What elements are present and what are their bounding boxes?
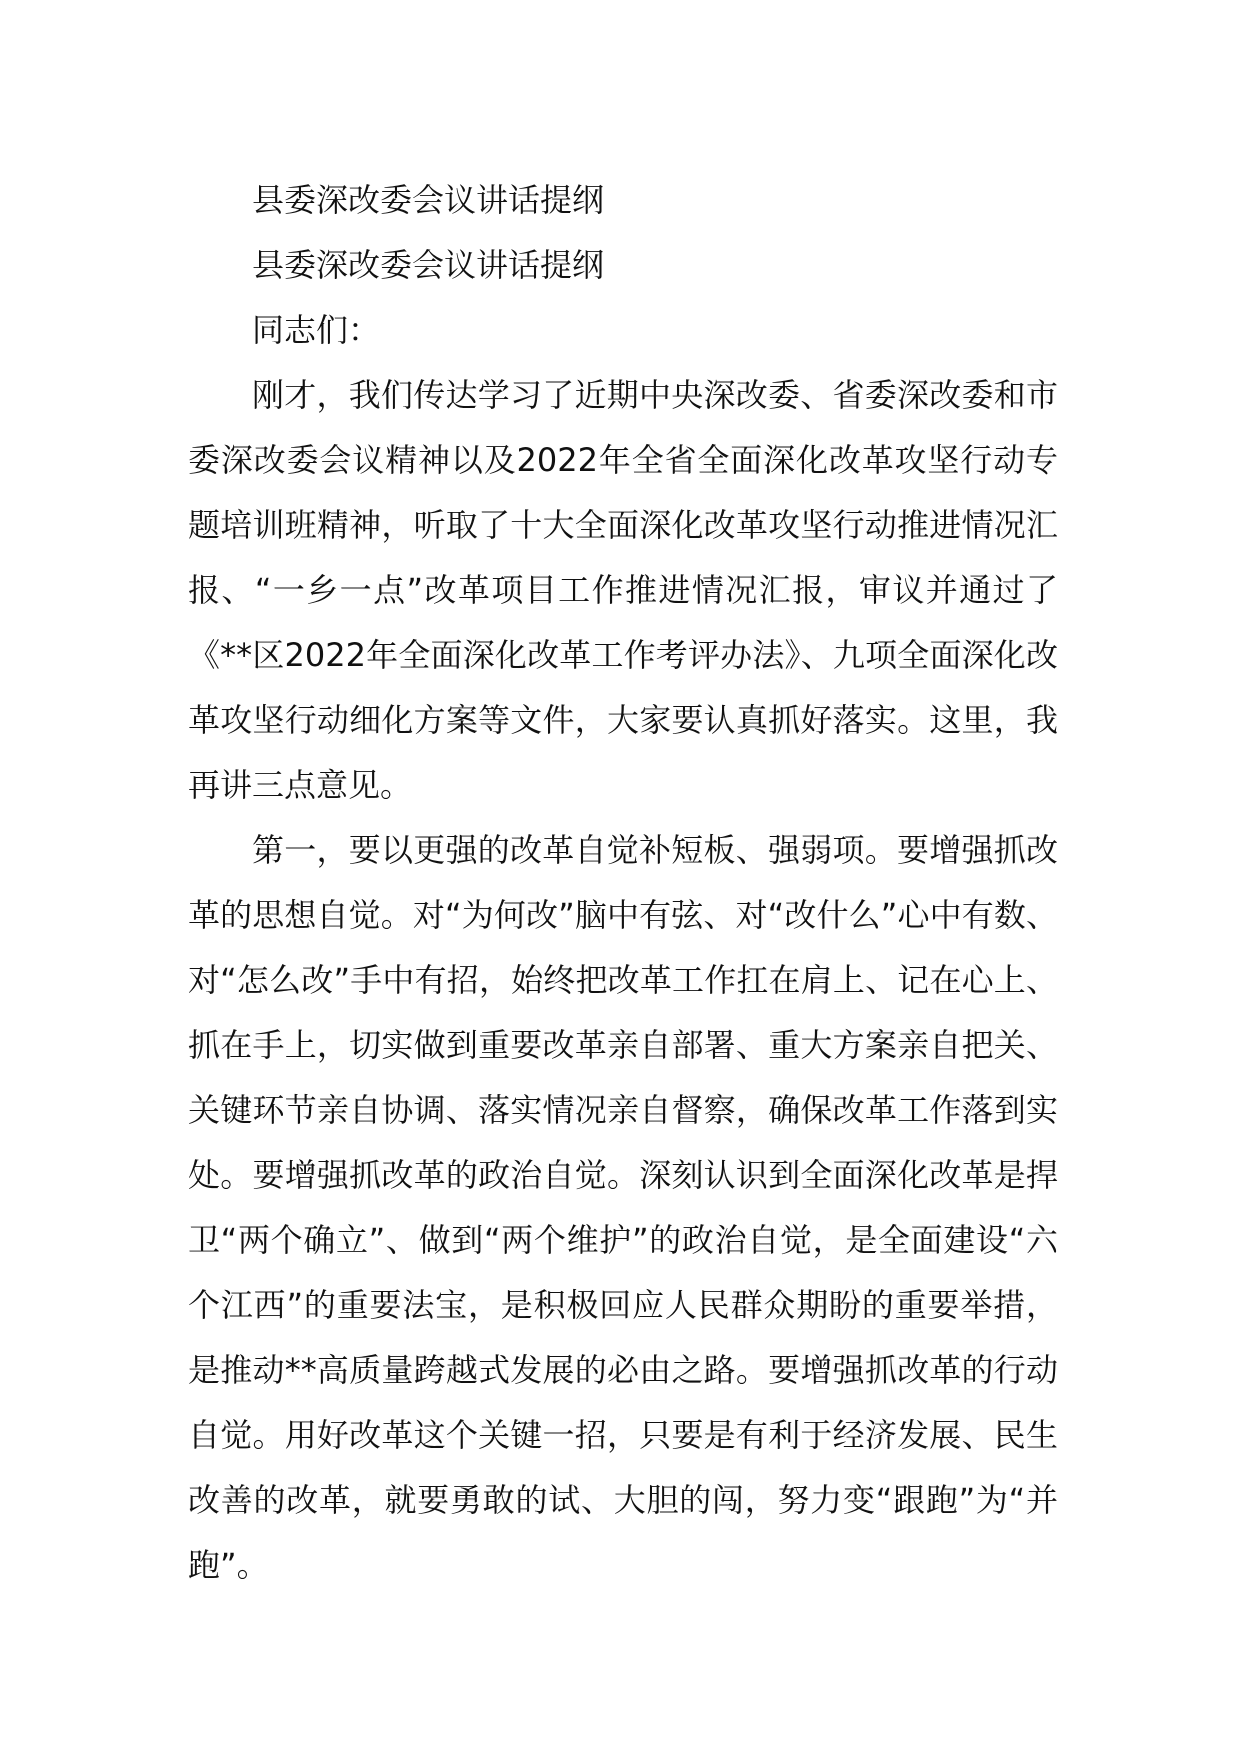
body-paragraph: 刚才，我们传达学习了近期中央深改委、省委深改委和市委深改委会议精神以及2022年全省全面深化改革攻坚行动专题培训班精神，听取了十大全面深化改革攻坚行动推进情况汇报、“一乡一点”改革项目工作推进情况汇报，审议并通过了《**区2022年全面深化改革工作考评办法》、九项全面深化改革攻坚行动细化方案等文件，大家要认真抓好落实。这里，我再讲三点意见。 <box>188 376 1058 804</box>
body-paragraph: 第一，要以更强的改革自觉补短板、强弱项。要增强抓改革的思想自觉。对“为何改”脑中有弦、对“改什么”心中有数、对“怎么改”手中有招，始终把改革工作扛在肩上、记在心上、抓在手上，切实做到重要改革亲自部署、重大方案亲自把关、关键环节亲自协调、落实情况亲自督察，确保改革工作落到实处。要增强抓改革的政治自觉。深刻认识到全面深化改革是捍卫“两个确立”、做到“两个维护”的政治自觉，是全面建设“六个江西”的重要法宝，是积极回应人民群众期盼的重要举措，是推动**高质量跨越式发展的必由之路。要增强抓改革的行动自觉。用好改革这个关键一招，只要是有利于经济发展、民生改善的改革，就要勇敢的试、大胆的闯，努力变“跟跑”为“并跑”。 <box>188 831 1058 1584</box>
document-body <box>188 168 1058 1598</box>
salutation: 同志们： <box>252 311 381 349</box>
document-subtitle: 县委深改委会议讲话提纲 <box>252 246 605 284</box>
document-title: 县委深改委会议讲话提纲 <box>252 181 605 219</box>
